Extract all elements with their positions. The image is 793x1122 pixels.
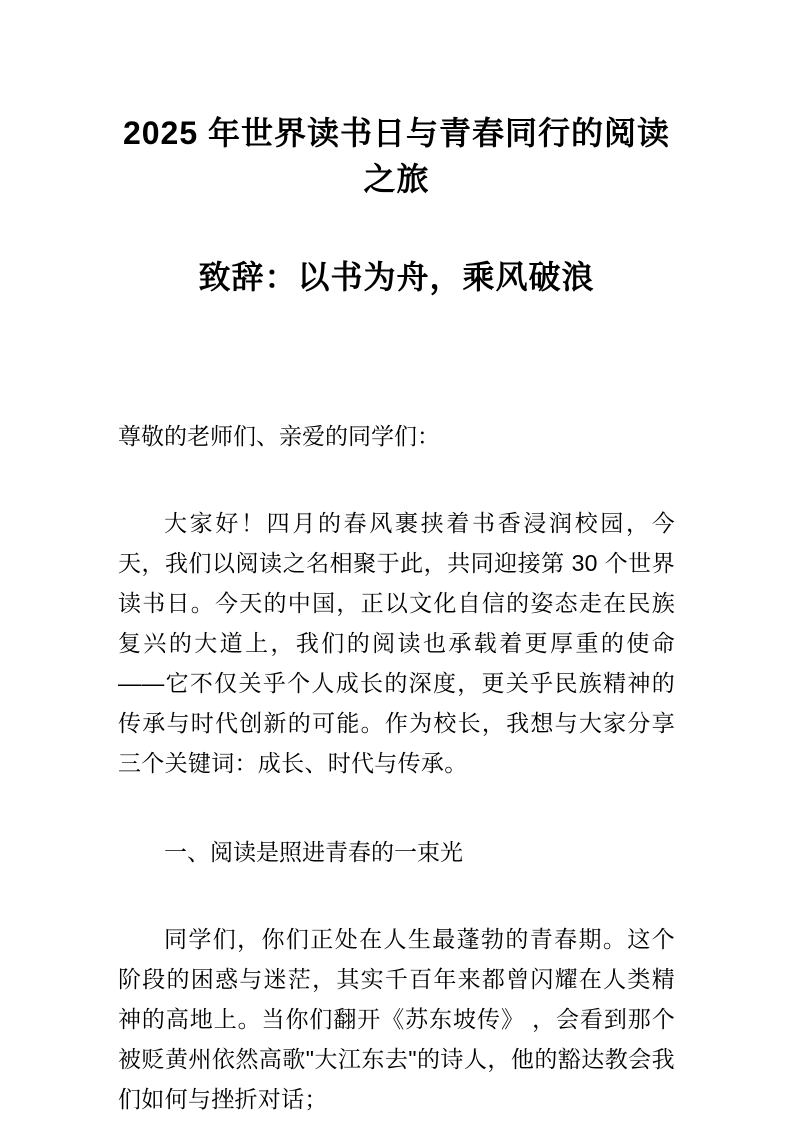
document-title-line1: 2025 年世界读书日与青春同行的阅读之旅 [122,115,671,197]
section-heading-1: 一、阅读是照进青春的一束光 [164,839,463,865]
salutation-line: 尊敬的老师们、亲爱的同学们： [118,423,440,449]
opening-paragraph: 大家好！四月的春风裹挟着书香浸润校园，今天，我们以阅读之名相聚于此，共同迎接第 30 个世界读书日。今天的中国，正以文化自信的姿态走在民族复兴的大道上，我们的阅读也承载着更厚重的使命——它不仅关乎个人成长的深度，更关乎民族精神的传承与时代创新的可能。作为校长，我想与大家分享三个关键词：成长、时代与传承。 [118,510,675,776]
document-title-line2: 致辞：以书为舟，乘风破浪 [198,259,595,295]
section-1-paragraph: 同学们，你们正处在人生最蓬勃的青春期。这个阶段的困惑与迷茫，其实千百年来都曾闪耀在人类精神的高地上。当你们翻开《苏东坡传》 ，会看到那个被贬黄州依然高歌"大江东去"的诗人，他的豁达教会我们如何与挫折对话； [118,926,675,1112]
